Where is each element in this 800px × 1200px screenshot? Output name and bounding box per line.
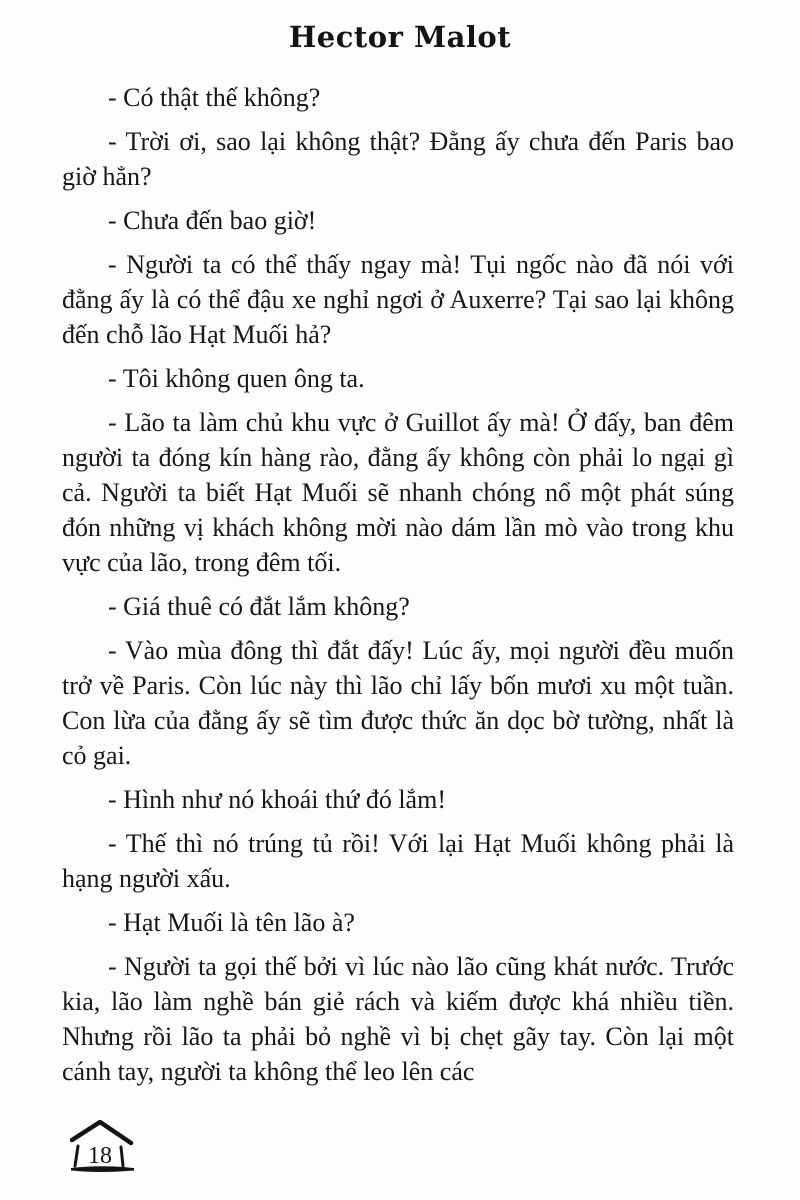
paragraph: - Hình như nó khoái thứ đó lắm!	[108, 785, 446, 814]
paragraph: - Hạt Muối là tên lão à?	[108, 908, 355, 937]
paragraph: - Chưa đến bao giờ!	[108, 206, 317, 235]
house-right-wall	[121, 1147, 123, 1166]
paragraph: - Thế thì nó trúng tủ rồi! Với lại Hạt Muối không phải là hạng người xấu.	[62, 829, 734, 893]
paragraph: - Tôi không quen ông ta.	[108, 364, 365, 393]
page-number: 18	[88, 1143, 112, 1169]
house-roof	[72, 1122, 131, 1143]
body-text	[62, 80, 734, 1098]
paragraph: - Vào mùa đông thì đắt đấy! Lúc ấy, mọi người đều muốn trở về Paris. Còn lúc này thì lão chỉ lấy bốn mươi xu một tuần. Con lừa của đằng ấy sẽ tìm được thức ăn dọc bờ tường, nhất là cỏ gai.	[62, 636, 734, 770]
house-icon	[70, 1120, 136, 1176]
house-left-wall	[75, 1146, 78, 1166]
page-footer	[70, 1120, 136, 1176]
paragraph: - Giá thuê có đắt lắm không?	[108, 592, 410, 621]
paragraph: - Người ta có thể thấy ngay mà! Tụi ngốc nào đã nói với đằng ấy là có thể đậu xe nghỉ ngơi ở Auxerre? Tại sao lại không đến chỗ lão Hạt Muối hả?	[62, 250, 734, 349]
paragraph: - Trời ơi, sao lại không thật? Đằng ấy chưa đến Paris bao giờ hẳn?	[62, 127, 734, 191]
running-header: Hector Malot	[288, 20, 512, 54]
paragraph: - Có thật thế không?	[108, 83, 321, 112]
paragraph: - Người ta gọi thế bởi vì lúc nào lão cũng khát nước. Trước kia, lão làm nghề bán giẻ rách và kiếm được khá nhiều tiền. Nhưng rồi lão ta phải bỏ nghề vì bị chẹt gãy tay. Còn lại một cánh tay, người ta không thể leo lên các	[62, 952, 734, 1086]
paragraph: - Lão ta làm chủ khu vực ở Guillot ấy mà! Ở đấy, ban đêm người ta đóng kín hàng rào, đằng ấy không còn phải lo ngại gì cả. Người ta biết Hạt Muối sẽ nhanh chóng nổ một phát súng đón những vị khách không mời nào dám lần mò vào trong khu vực của lão, trong đêm tối.	[62, 408, 734, 577]
